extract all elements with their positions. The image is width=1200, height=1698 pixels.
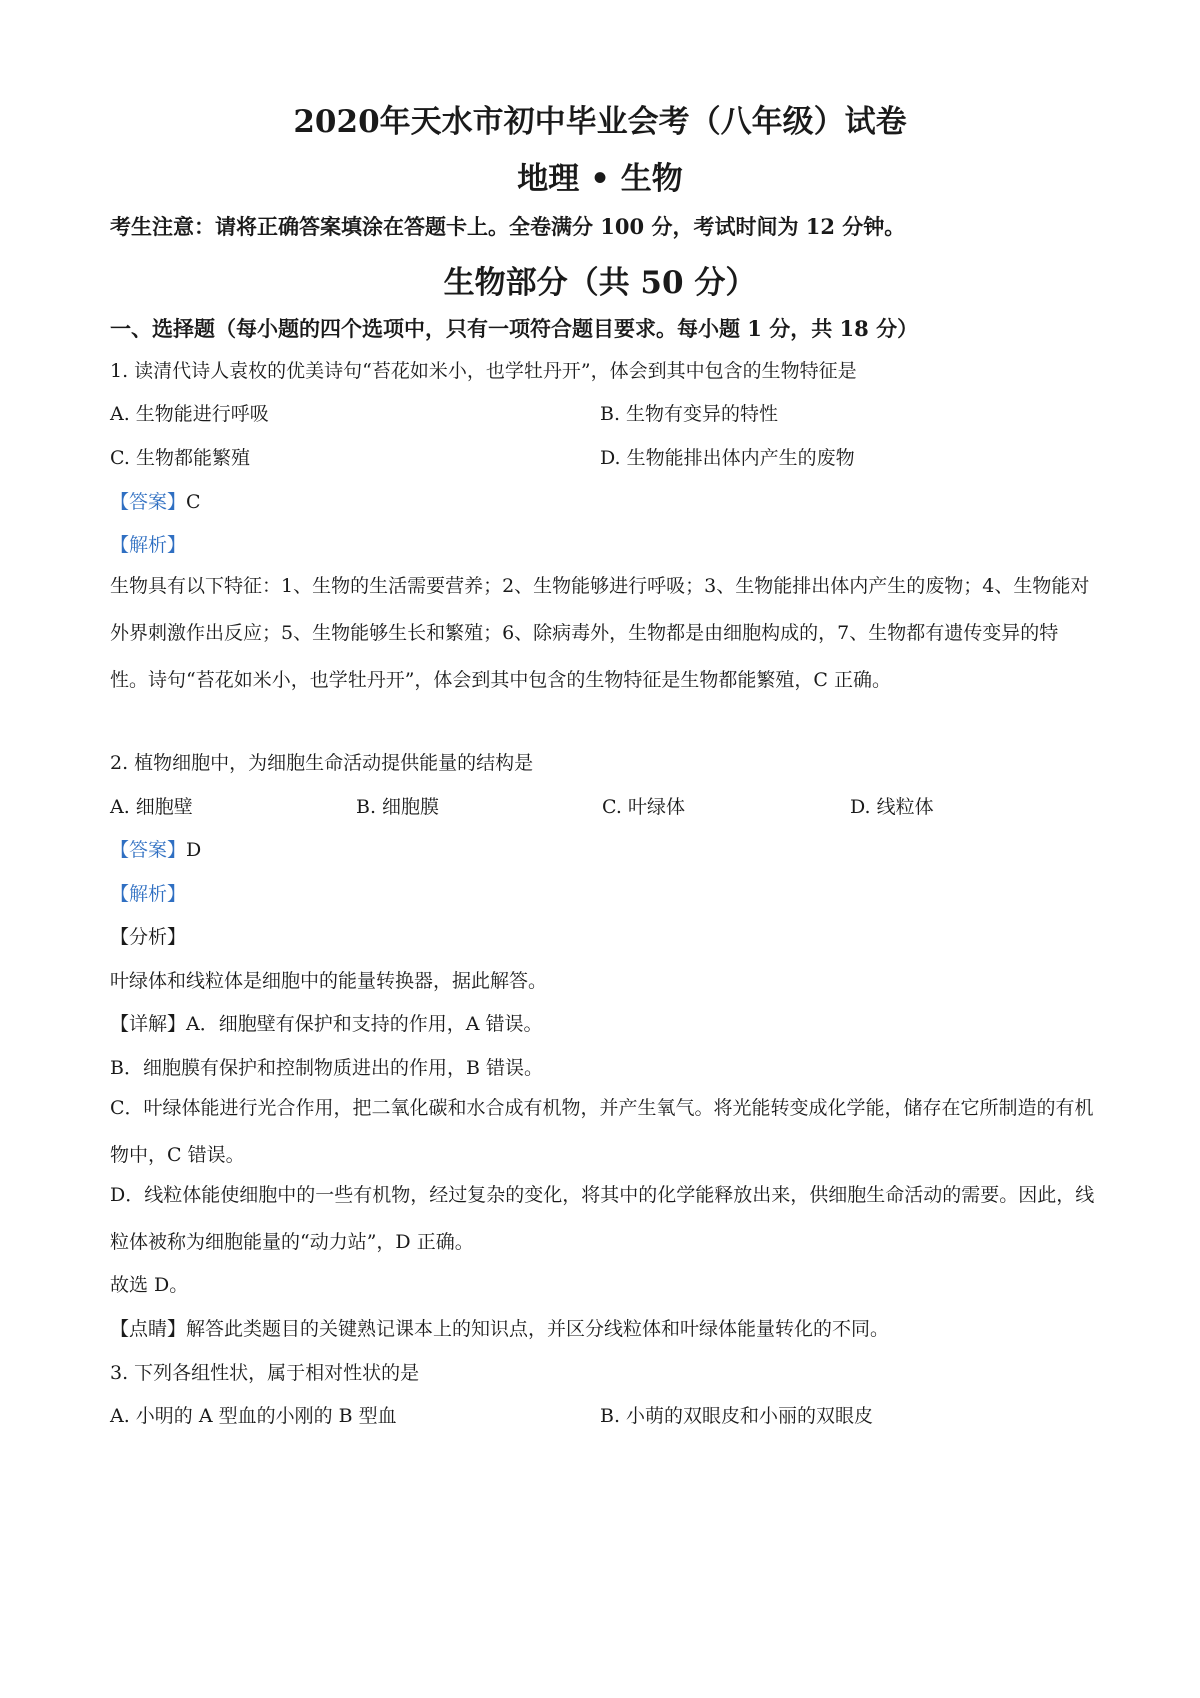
question-3-stem: 3. 下列各组性状，属于相对性状的是 bbox=[110, 1362, 420, 1384]
question-1-stem: 1. 读清代诗人袁枚的优美诗句“苔花如米小，也学牡丹开”，体会到其中包含的生物特征是 bbox=[110, 360, 857, 382]
question-1-answer bbox=[110, 487, 201, 514]
question-2-stem: 2. 植物细胞中，为细胞生命活动提供能量的结构是 bbox=[110, 752, 534, 774]
question-2-tip: 【点睛】解答此类题目的关键熟记课本上的知识点，并区分线粒体和叶绿体能量转化的不同。 bbox=[110, 1318, 890, 1340]
exam-title: 2020年天水市初中毕业会考（八年级）试卷 bbox=[293, 104, 907, 140]
question-2-option-d: D. 线粒体 bbox=[850, 796, 934, 818]
answer-value: C bbox=[186, 491, 201, 513]
section-title: 一、选择题（每小题的四个选项中，只有一项符合题目要求。每小题 1 分，共 18 分） bbox=[110, 316, 919, 341]
question-1-option-d: D. 生物能排出体内产生的废物 bbox=[600, 447, 855, 469]
question-2-analysis-tag: 【解析】 bbox=[110, 883, 187, 905]
question-2-option-a: A. 细胞壁 bbox=[110, 796, 193, 818]
question-2-detail-b: B．细胞膜有保护和控制物质进出的作用，B 错误。 bbox=[110, 1057, 543, 1079]
answer-tag: 【答案】 bbox=[110, 839, 187, 861]
answer-value: D bbox=[186, 839, 202, 861]
question-2-fenxi-tag: 【分析】 bbox=[110, 926, 187, 948]
question-2-detail-d: D．线粒体能使细胞中的一些有机物，经过复杂的变化，将其中的化学能释放出来，供细胞生命活动的需要。因此，线粒体被称为细胞能量的“动力站”，D 正确。 bbox=[110, 1184, 1095, 1253]
question-3-option-b: B. 小萌的双眼皮和小丽的双眼皮 bbox=[600, 1405, 874, 1427]
question-2-detail-a: 【详解】A．细胞壁有保护和支持的作用，A 错误。 bbox=[110, 1013, 543, 1035]
question-2-conclusion: 故选 D。 bbox=[110, 1274, 189, 1296]
question-1-analysis-tag: 【解析】 bbox=[110, 534, 187, 556]
question-1-option-a: A. 生物能进行呼吸 bbox=[110, 403, 269, 425]
exam-subject: 地理 • 生物 bbox=[517, 161, 683, 197]
part-title: 生物部分（共 50 分） bbox=[443, 265, 757, 301]
question-2-detail-c: C．叶绿体能进行光合作用，把二氧化碳和水合成有机物，并产生氧气。将光能转变成化学能，储存在它所制造的有机物中，C 错误。 bbox=[110, 1097, 1094, 1166]
question-1-analysis-text: 生物具有以下特征：1、生物的生活需要营养；2、生物能够进行呼吸；3、生物能排出体内产生的废物；4、生物能对外界刺激作出反应；5、生物能够生长和繁殖；6、除病毒外，生物都是由细胞构成的，7、生物都有遗传变异的特性。诗句“苔花如米小，也学牡丹开”，体会到其中包含的生物特征是生物都能繁殖，C 正确。 bbox=[110, 575, 1090, 691]
question-3-option-a: A. 小明的 A 型血的小刚的 B 型血 bbox=[110, 1405, 397, 1427]
question-2-fenxi-text: 叶绿体和线粒体是细胞中的能量转换器，据此解答。 bbox=[110, 970, 548, 992]
answer-tag: 【答案】 bbox=[110, 491, 187, 513]
question-2-answer bbox=[110, 835, 201, 862]
question-1-option-b: B. 生物有变异的特性 bbox=[600, 403, 779, 425]
candidate-notice: 考生注意：请将正确答案填涂在答题卡上。全卷满分 100 分，考试时间为 12 分钟。 bbox=[110, 214, 906, 239]
question-2-option-b: B. 细胞膜 bbox=[356, 796, 440, 818]
question-1-option-c: C. 生物都能繁殖 bbox=[110, 447, 250, 469]
question-2-option-c: C. 叶绿体 bbox=[602, 796, 685, 818]
